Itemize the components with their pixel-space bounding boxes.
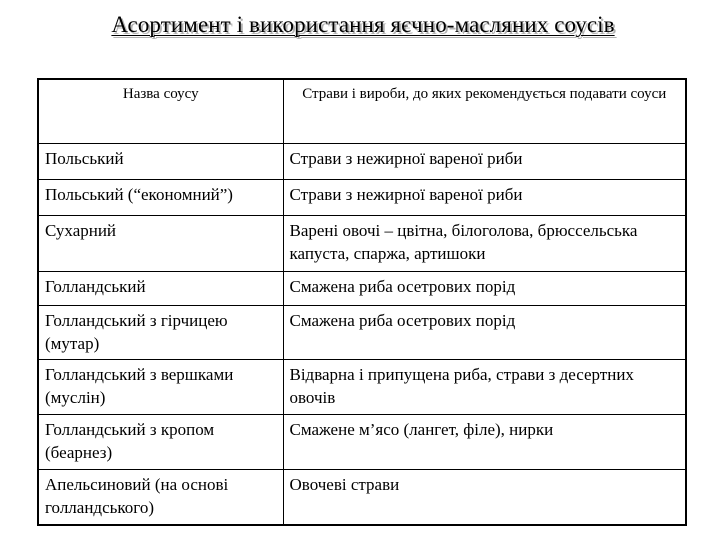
- sauce-table: [37, 78, 687, 526]
- header-dishes: Страви і вироби, до яких рекомендується подавати соуси: [283, 79, 686, 143]
- sauce-name-cell: Голландський з кропом (беарнез): [38, 414, 283, 469]
- dishes-cell: Варені овочі – цвітна, білоголова, брюссельська капуста, спаржа, артишоки: [283, 215, 686, 271]
- dishes-cell: Смажена риба осетрових порід: [283, 305, 686, 359]
- table-row: [38, 271, 686, 305]
- sauce-name-cell: Голландський: [38, 271, 283, 305]
- sauce-name-cell: Польський (“економний”): [38, 179, 283, 215]
- page-title: Асортимент і використання яєчно-масляних соусів: [111, 12, 615, 37]
- table-row: [38, 215, 686, 271]
- table-row: [38, 414, 686, 469]
- dishes-cell: Страви з нежирної вареної риби: [283, 179, 686, 215]
- table-row: [38, 305, 686, 359]
- dishes-cell: Страви з нежирної вареної риби: [283, 143, 686, 179]
- table-header-row: [38, 79, 686, 143]
- sauce-name-cell: Польський: [38, 143, 283, 179]
- dishes-cell: Відварна і припущена риба, страви з десертних овочів: [283, 359, 686, 414]
- sauce-name-cell: Голландський з гірчицею (мутар): [38, 305, 283, 359]
- dishes-cell: Смажене м’ясо (лангет, філе), нирки: [283, 414, 686, 469]
- table-row: [38, 359, 686, 414]
- table-row: [38, 179, 686, 215]
- table-row: [38, 469, 686, 525]
- sauce-name-cell: Голландський з вершками (муслін): [38, 359, 283, 414]
- dishes-cell: Смажена риба осетрових порід: [283, 271, 686, 305]
- header-sauce-name: Назва соусу: [38, 79, 283, 143]
- sauce-name-cell: Сухарний: [38, 215, 283, 271]
- table-row: [38, 143, 686, 179]
- sauce-name-cell: Апельсиновий (на основі голландського): [38, 469, 283, 525]
- dishes-cell: Овочеві страви: [283, 469, 686, 525]
